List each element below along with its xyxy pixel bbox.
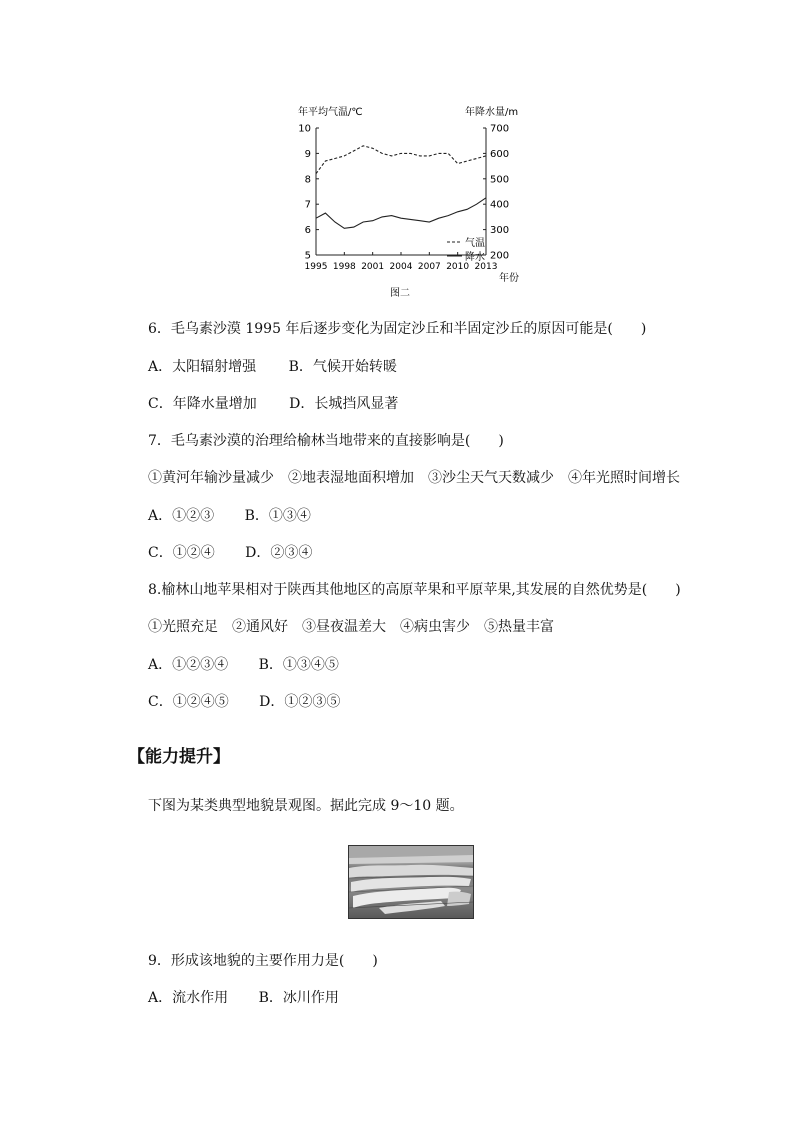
question-8-options-row1 <box>148 655 339 675</box>
question-8-stem: 8.榆林山地苹果相对于陕西其他地区的高原苹果和平原苹果,其发展的自然优势是( ) <box>148 582 681 598</box>
q9-option-a[interactable]: A．流水作用 <box>148 990 229 1006</box>
x-tick-label: 1998 <box>332 262 356 272</box>
y-left-tick-label: 10 <box>298 123 311 135</box>
q6-option-d[interactable]: D．长城挡风显著 <box>289 396 399 412</box>
q6-option-c[interactable]: C．年降水量增加 <box>148 396 257 412</box>
q8-option-c[interactable]: C．①②④⑤ <box>148 694 229 710</box>
y-right-tick-label: 700 <box>490 123 510 135</box>
x-tick-label: 2010 <box>446 262 470 272</box>
question-9-stem: 9．形成该地貌的主要作用力是( ) <box>148 953 378 969</box>
q7-option-d[interactable]: D．②③④ <box>245 545 313 561</box>
y-left-tick-label: 9 <box>304 148 311 160</box>
y-right-axis-label: 年降水量/m <box>465 107 519 118</box>
question-7-items: ①黄河年输沙量减少 ②地表湿地面积增加 ③沙尘天气天数减少 ④年光照时间增长 <box>148 470 680 486</box>
y-left-tick-label: 6 <box>304 225 311 237</box>
q6-option-a[interactable]: A．太阳辐射增强 <box>148 359 257 375</box>
q9-option-b[interactable]: B．冰川作用 <box>258 990 339 1006</box>
x-tick-label: 2013 <box>474 262 498 272</box>
temperature-series-line <box>316 146 486 174</box>
q7-option-a[interactable]: A．①②③ <box>148 508 215 524</box>
y-left-tick-label: 7 <box>304 199 311 211</box>
question-6-options-row2 <box>148 394 398 414</box>
q7-option-b[interactable]: B．①③④ <box>244 508 311 524</box>
q8-option-b[interactable]: B．①③④⑤ <box>258 657 339 673</box>
temperature-precipitation-chart <box>290 100 530 300</box>
y-right-tick-label: 300 <box>490 225 510 237</box>
precipitation-series-line <box>316 198 486 229</box>
y-right-tick-label: 400 <box>490 199 510 211</box>
y-right-tick-label: 200 <box>490 250 510 262</box>
question-8-items: ①光照充足 ②通风好 ③昼夜温差大 ④病虫害少 ⑤热量丰富 <box>148 619 554 635</box>
landform-photo <box>348 845 474 919</box>
x-axis-label: 年份 <box>499 273 519 284</box>
question-8-options-row2 <box>148 692 340 712</box>
y-left-tick-label: 5 <box>304 250 311 262</box>
landform-photo-drawing <box>349 846 473 918</box>
landform-intro: 下图为某类典型地貌景观图。据此完成 9～10 题。 <box>148 798 464 814</box>
question-6-stem: 6．毛乌素沙漠 1995 年后逐步变化为固定沙丘和半固定沙丘的原因可能是( ) <box>148 321 647 337</box>
y-left-axis-label: 年平均气温/℃ <box>298 107 363 118</box>
question-9-options-row1 <box>148 988 339 1008</box>
x-tick-label: 2007 <box>417 262 441 272</box>
y-right-tick-label: 600 <box>490 148 510 160</box>
question-6-options-row1 <box>148 357 397 377</box>
question-7-options-row1 <box>148 506 311 526</box>
q7-option-c[interactable]: C．①②④ <box>148 545 215 561</box>
y-left-tick-label: 8 <box>304 174 311 186</box>
q6-option-b[interactable]: B．气候开始转暖 <box>288 359 397 375</box>
question-7-stem: 7．毛乌素沙漠的治理给榆林当地带来的直接影响是( ) <box>148 433 504 449</box>
legend-label-precipitation: 降水 <box>465 252 485 263</box>
section-heading-ability: 【能力提升】 <box>128 747 230 767</box>
x-tick-label: 1995 <box>304 262 328 272</box>
legend-label-temperature: 气温 <box>465 238 485 249</box>
x-tick-label: 2004 <box>389 262 413 272</box>
y-right-tick-label: 500 <box>490 174 510 186</box>
x-tick-label: 2001 <box>361 262 385 272</box>
q8-option-a[interactable]: A．①②③④ <box>148 657 229 673</box>
question-7-options-row2 <box>148 543 312 563</box>
legend <box>447 237 485 263</box>
chart-caption: 图二 <box>390 288 410 299</box>
q8-option-d[interactable]: D．①②③⑤ <box>259 694 341 710</box>
